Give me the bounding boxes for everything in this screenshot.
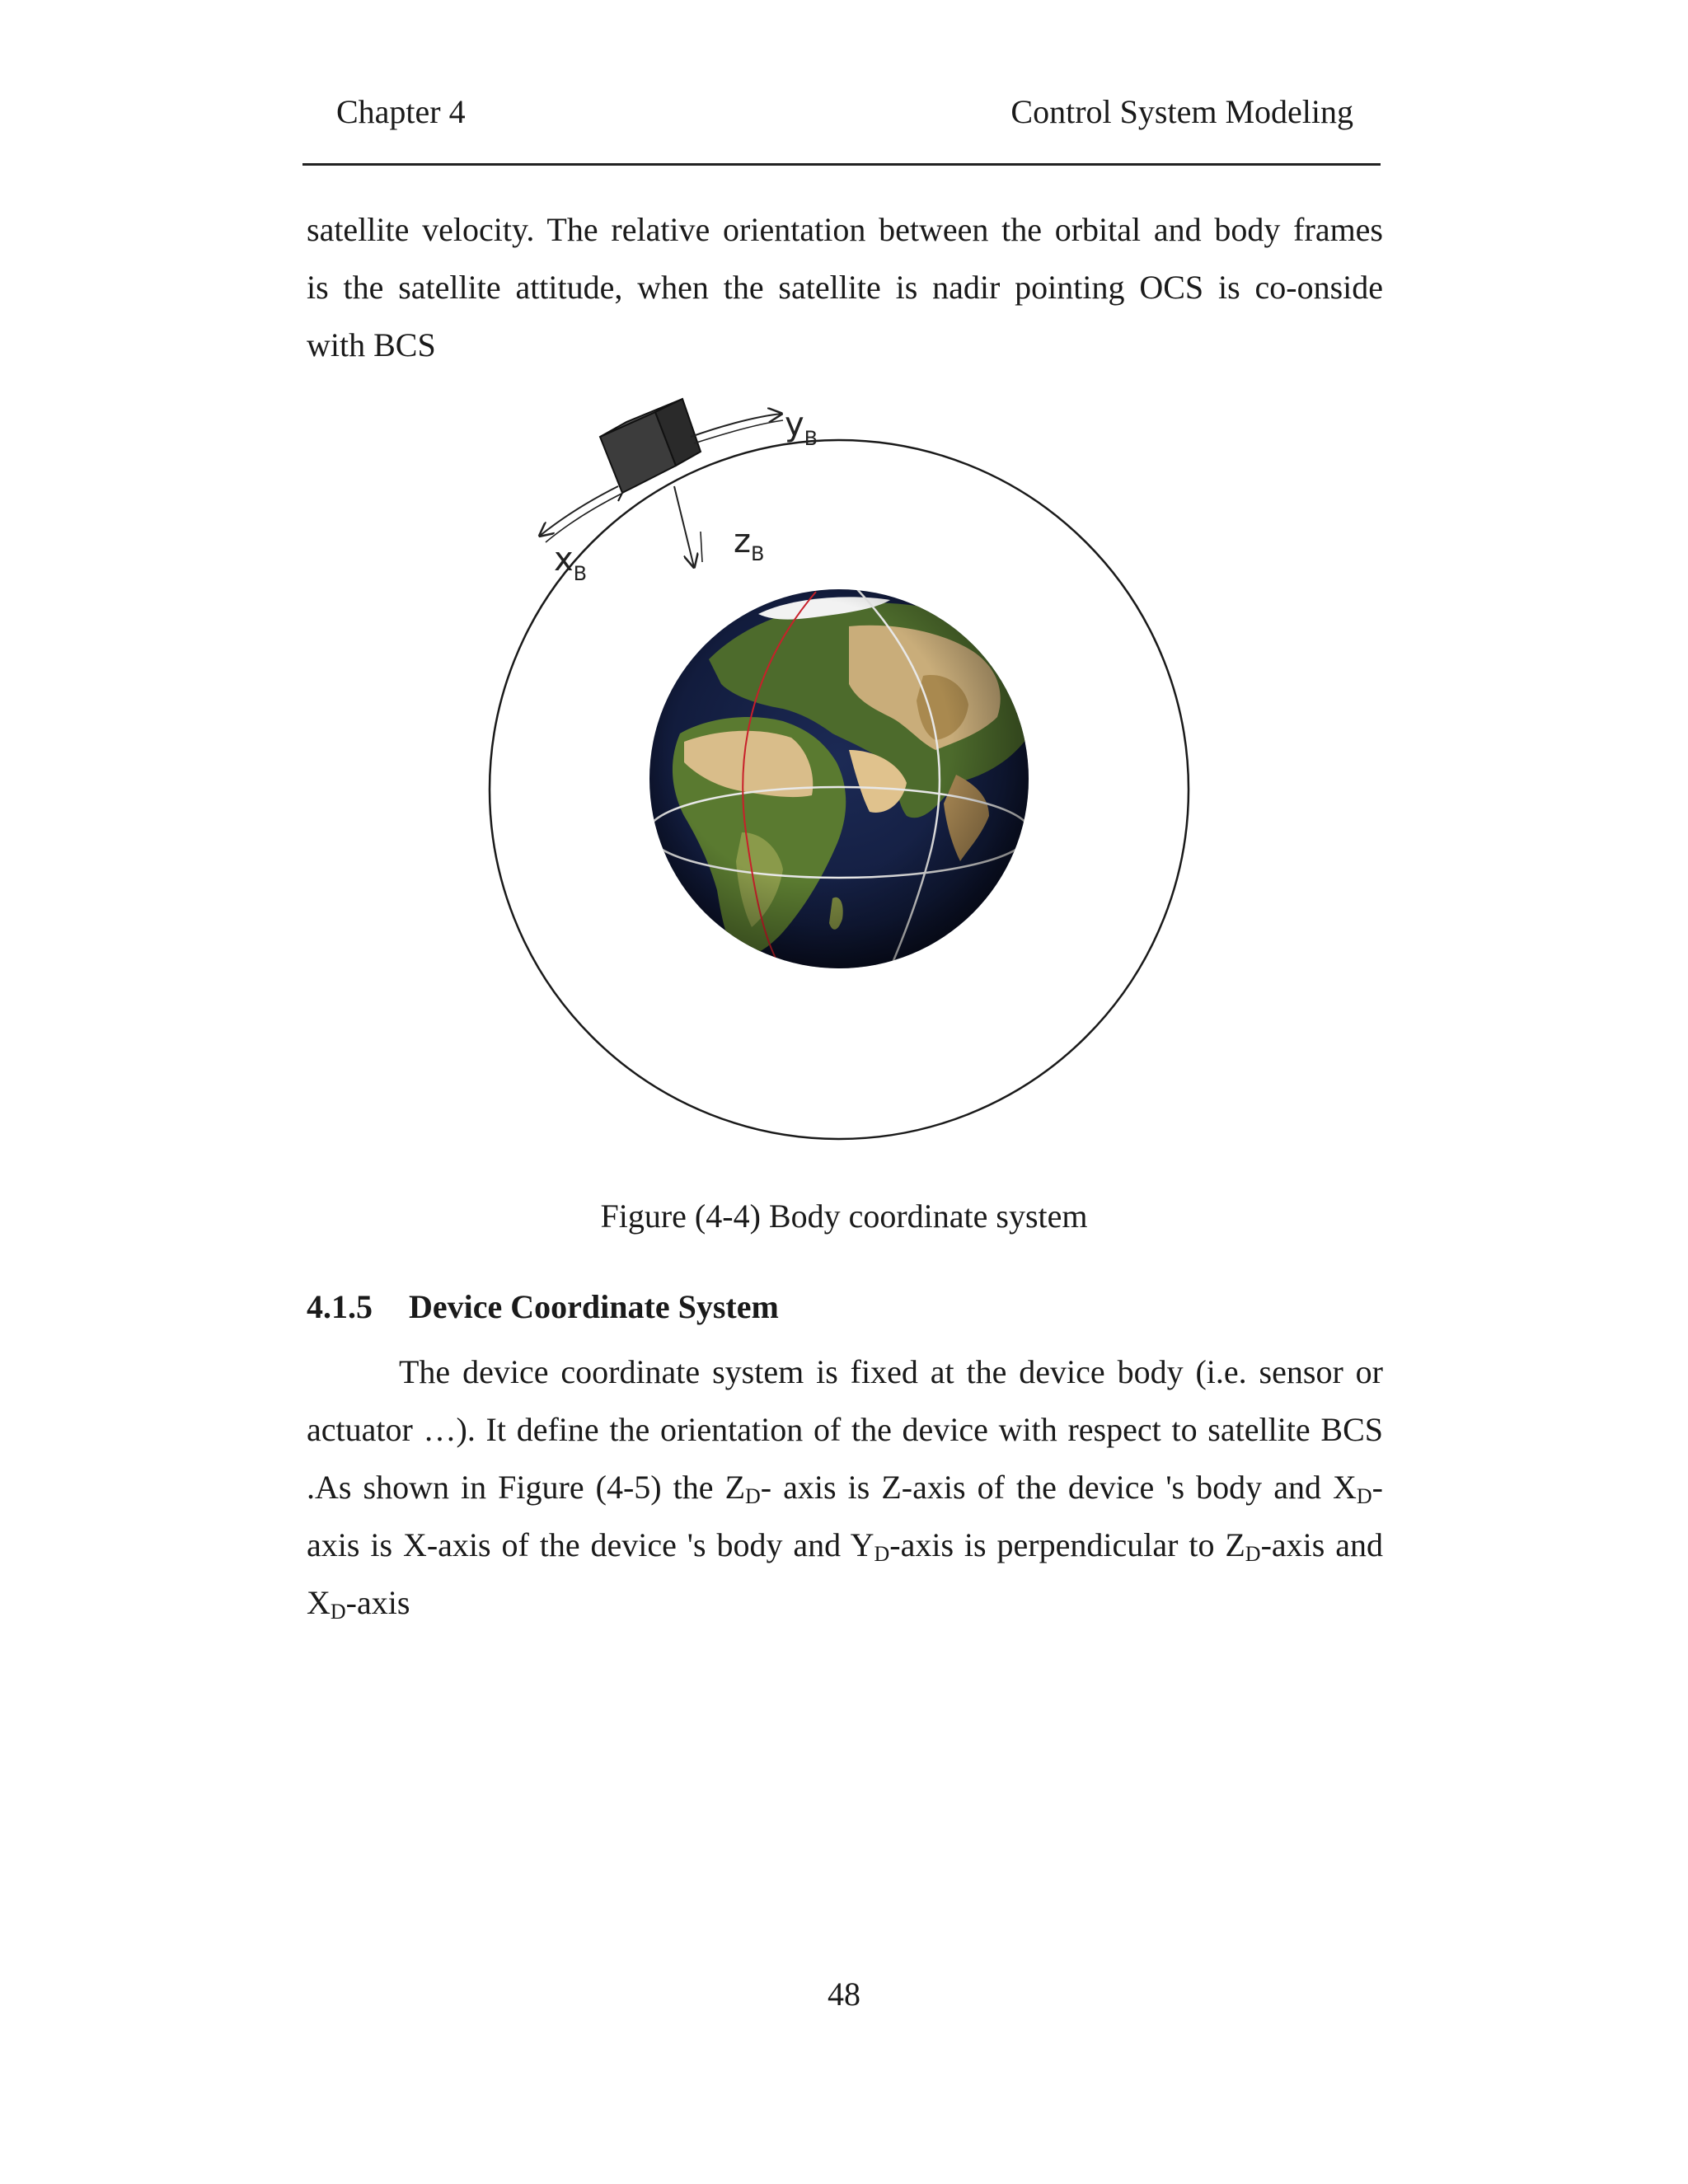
page-number: 48 [828, 1975, 860, 2013]
axis-x-label: $x_B$ [554, 541, 588, 585]
paragraph-line: is the satellite attitude, when the satellite is nadir pointing OCS is co-onside [307, 269, 1383, 306]
paragraph-device [307, 1343, 1383, 1632]
satellite-cube [600, 399, 701, 501]
paragraph-line: with BCS [307, 326, 436, 363]
axis-y-arrow [691, 414, 781, 437]
paragraph-line: satellite velocity. The relative orientation between the orbital and body frames [307, 211, 1383, 248]
header-title: Control System Modeling [1010, 93, 1353, 130]
axis-y-label: $y_B$ [785, 405, 818, 450]
figure-caption: Figure (4-4) Body coordinate system [600, 1197, 1088, 1235]
body-coordinate-figure [462, 387, 1203, 1154]
paragraph-line: The device coordinate system is fixed at the device body (i.e. sensor or [399, 1353, 1383, 1390]
section-heading [307, 1284, 779, 1330]
header-chapter: Chapter 4 [336, 93, 466, 130]
axis-z-arrow [674, 486, 694, 567]
section-title: Device Coordinate System [409, 1288, 779, 1325]
paragraph-line: actuator …). It define the orientation of the device with respect to satellite BCS [307, 1411, 1383, 1448]
paragraph-line: $X_D$-axis [307, 1584, 410, 1624]
section-number: 4.1.5 [307, 1288, 373, 1325]
paragraph-intro [307, 201, 1383, 374]
earth-globe [648, 589, 1034, 968]
figure-svg [462, 387, 1203, 1154]
paragraph-line: axis is X-axis of the device 's body and $Y_D$-axis is perpendicular to $Z_D$-axis and [307, 1526, 1383, 1566]
paragraph-line: .As shown in Figure (4-5) the $Z_D-$ axis is Z-axis of the device 's body and $X_D-$ [307, 1469, 1383, 1508]
axis-z-label: $z_B$ [734, 523, 765, 565]
header-divider [302, 163, 1381, 166]
